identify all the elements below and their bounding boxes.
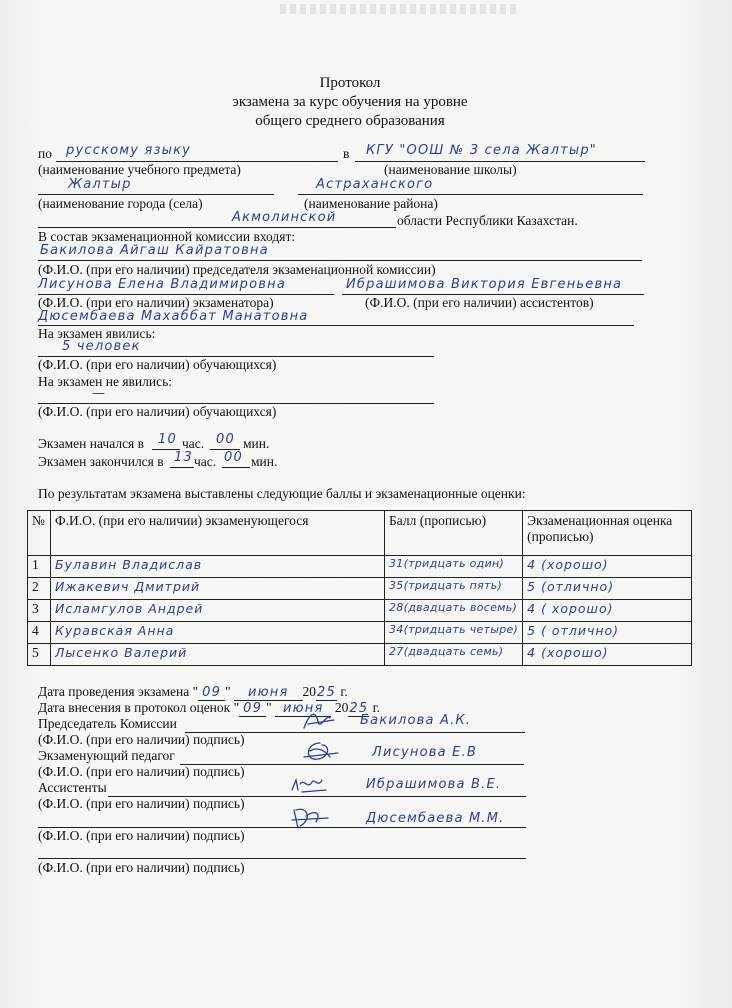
row-grade: 5 ( отлично) — [523, 622, 692, 644]
table-row — [28, 622, 692, 644]
present-value: 5 человек — [62, 339, 141, 354]
examiner-sign-caption: (Ф.И.О. (при его наличии) подпись) — [38, 764, 245, 779]
exam-date-day: 09 — [198, 685, 225, 701]
subject-prefix: по — [38, 146, 52, 161]
assistant2-sign-name: Дюсембаева М.М. — [366, 811, 505, 826]
row-num: 1 — [28, 556, 51, 578]
examiner-signature — [300, 737, 340, 767]
start-min: 00 — [216, 432, 235, 447]
subject-caption: (наименование учебного предмета) — [38, 162, 241, 177]
region-line — [38, 227, 396, 228]
chair-value: Бакилова Айгаш Кайратовна — [40, 243, 269, 258]
present-label: На экзамен явились: — [38, 326, 156, 341]
row-name: Булавин Владислав — [51, 556, 385, 578]
entry-date-month: июня — [275, 701, 332, 717]
commission-intro: В состав экзаменационной комиссии входят: — [38, 229, 296, 244]
end-min: 00 — [224, 450, 243, 465]
results-intro: По результатам экзамена выставлены следующие баллы и экзаменационные оценки: — [38, 486, 526, 501]
assistant1-sign-caption: (Ф.И.О. (при его наличии) подпись) — [38, 796, 245, 811]
scan-artifact — [280, 4, 520, 14]
entry-date-year: 25 — [349, 701, 369, 716]
row-score: 28(двадцать восемь) — [385, 600, 523, 622]
assistant2-sign-caption: (Ф.И.О. (при его наличии) подпись) — [38, 828, 245, 843]
district-value: Астраханского — [316, 177, 434, 192]
absent-label: На экзамен не явились: — [38, 374, 173, 389]
start-time-prefix: Экзамен начался в — [38, 436, 145, 451]
header-num: № — [28, 511, 51, 556]
end-min-label: мин. — [251, 454, 278, 469]
row-score: 27(двадцать семь) — [385, 644, 523, 666]
absent-value: — — [92, 386, 107, 401]
row-name: Куравская Анна — [51, 622, 385, 644]
results-table — [27, 510, 692, 666]
exam-date-month: июня — [234, 685, 303, 701]
exam-date-year-prefix: 20 — [302, 684, 317, 699]
region-value: Акмолинской — [232, 210, 337, 225]
chair-sign-caption: (Ф.И.О. (при его наличии) подпись) — [38, 732, 245, 747]
entry-date-prefix: Дата внесения в протокол оценок " — [38, 700, 240, 715]
header-grade: Экзаменационная оценка (прописью) — [523, 511, 692, 556]
region-suffix: области Республики Казахстан. — [397, 213, 578, 228]
row-name: Лысенко Валерий — [51, 644, 385, 666]
assistant1-sign-name: Ибрашимова В.Е. — [366, 777, 502, 792]
assistant1-value: Ибрашимова Виктория Евгеньевна — [346, 277, 623, 292]
examiner-sign-name: Лисунова Е.В — [372, 745, 477, 760]
row-num: 5 — [28, 644, 51, 666]
exam-date-suffix: г. — [336, 684, 348, 699]
table-row — [28, 556, 692, 578]
examiner-caption: (Ф.И.О. (при его наличии) экзаменатора) — [38, 295, 274, 310]
table-row — [28, 644, 692, 666]
subject-value: русскому языку — [66, 143, 192, 158]
row-grade: 4 (хорошо) — [523, 556, 692, 578]
end-min-line — [222, 467, 250, 468]
city-line — [38, 194, 274, 195]
table-row — [28, 600, 692, 622]
assistant-caption: (Ф.И.О. (при его наличии) ассистентов) — [365, 295, 594, 310]
start-min-label: мин. — [243, 436, 270, 451]
document-title: Протокол — [319, 75, 381, 91]
examiner-sign-label: Экзаменующий педагог — [38, 748, 175, 763]
end-time-prefix: Экзамен закончился в — [38, 454, 164, 469]
end-hour: 13 — [174, 450, 193, 465]
chair-signature — [300, 706, 340, 734]
present-caption: (Ф.И.О. (при его наличии) обучающихся) — [38, 357, 277, 372]
row-score: 34(тридцать четыре) — [385, 622, 523, 644]
school-value: КГУ "ООШ № 3 села Жалтыр" — [366, 143, 597, 158]
exam-date-line: Дата проведения экзамена " 09 " июня 2025 г. — [38, 684, 348, 700]
row-grade: 4 ( хорошо) — [523, 600, 692, 622]
start-hour: 10 — [158, 432, 177, 447]
extra-sign-caption: (Ф.И.О. (при его наличии) подпись) — [38, 860, 245, 875]
document-subtitle-1: экзамена за курс обучения на уровне — [232, 94, 468, 110]
city-caption: (наименование города (села) — [38, 196, 203, 211]
assistants-sign-label: Ассистенты — [38, 780, 107, 795]
entry-date-line: Дата внесения в протокол оценок " 09 " июня 2025 г. — [38, 700, 381, 716]
end-hour-line — [170, 467, 194, 468]
chair-sign-name: Бакилова А.К. — [360, 713, 472, 728]
assistant2-value: Дюсембаева Махаббат Манатовна — [38, 309, 309, 324]
district-line — [298, 194, 643, 195]
examiner-value: Лисунова Елена Владимировна — [38, 277, 287, 292]
chair-line — [38, 260, 642, 261]
row-name: Ижакевич Дмитрий — [51, 578, 385, 600]
row-name: Исламгулов Андрей — [51, 600, 385, 622]
row-score: 35(тридцать пять) — [385, 578, 523, 600]
school-caption: (наименование школы) — [384, 162, 517, 177]
absent-caption: (Ф.И.О. (при его наличии) обучающихся) — [38, 404, 277, 419]
results-header-row — [28, 511, 692, 556]
exam-date-year: 25 — [317, 685, 336, 700]
entry-date-day: 09 — [239, 701, 266, 717]
exam-date-prefix: Дата проведения экзамена " — [38, 684, 199, 699]
row-num: 3 — [28, 600, 51, 622]
district-caption: (наименование района) — [304, 196, 438, 211]
city-value: Жалтыр — [68, 177, 132, 192]
row-score: 31(тридцать один) — [385, 556, 523, 578]
row-grade: 5 (отлично) — [523, 578, 692, 600]
header-score: Балл (прописью) — [385, 511, 523, 556]
document-subtitle-2: общего среднего образования — [255, 113, 445, 129]
row-num: 4 — [28, 622, 51, 644]
school-prefix: в — [343, 146, 350, 161]
table-row — [28, 578, 692, 600]
chair-sign-label: Председатель Комиссии — [38, 716, 177, 731]
row-num: 2 — [28, 578, 51, 600]
entry-date-year-prefix: 20 — [334, 700, 349, 715]
row-grade: 4 (хорошо) — [523, 644, 692, 666]
end-hour-label: час. — [194, 454, 217, 469]
chair-caption: (Ф.И.О. (при его наличии) председателя экзаменационной комиссии) — [38, 262, 436, 277]
extra-sign-line — [38, 858, 526, 859]
assistant1-signature — [290, 772, 330, 798]
entry-date-suffix: г. — [369, 700, 381, 715]
start-hour-label: час. — [182, 436, 205, 451]
header-name: Ф.И.О. (при его наличии) экзаменующегося — [51, 511, 385, 556]
